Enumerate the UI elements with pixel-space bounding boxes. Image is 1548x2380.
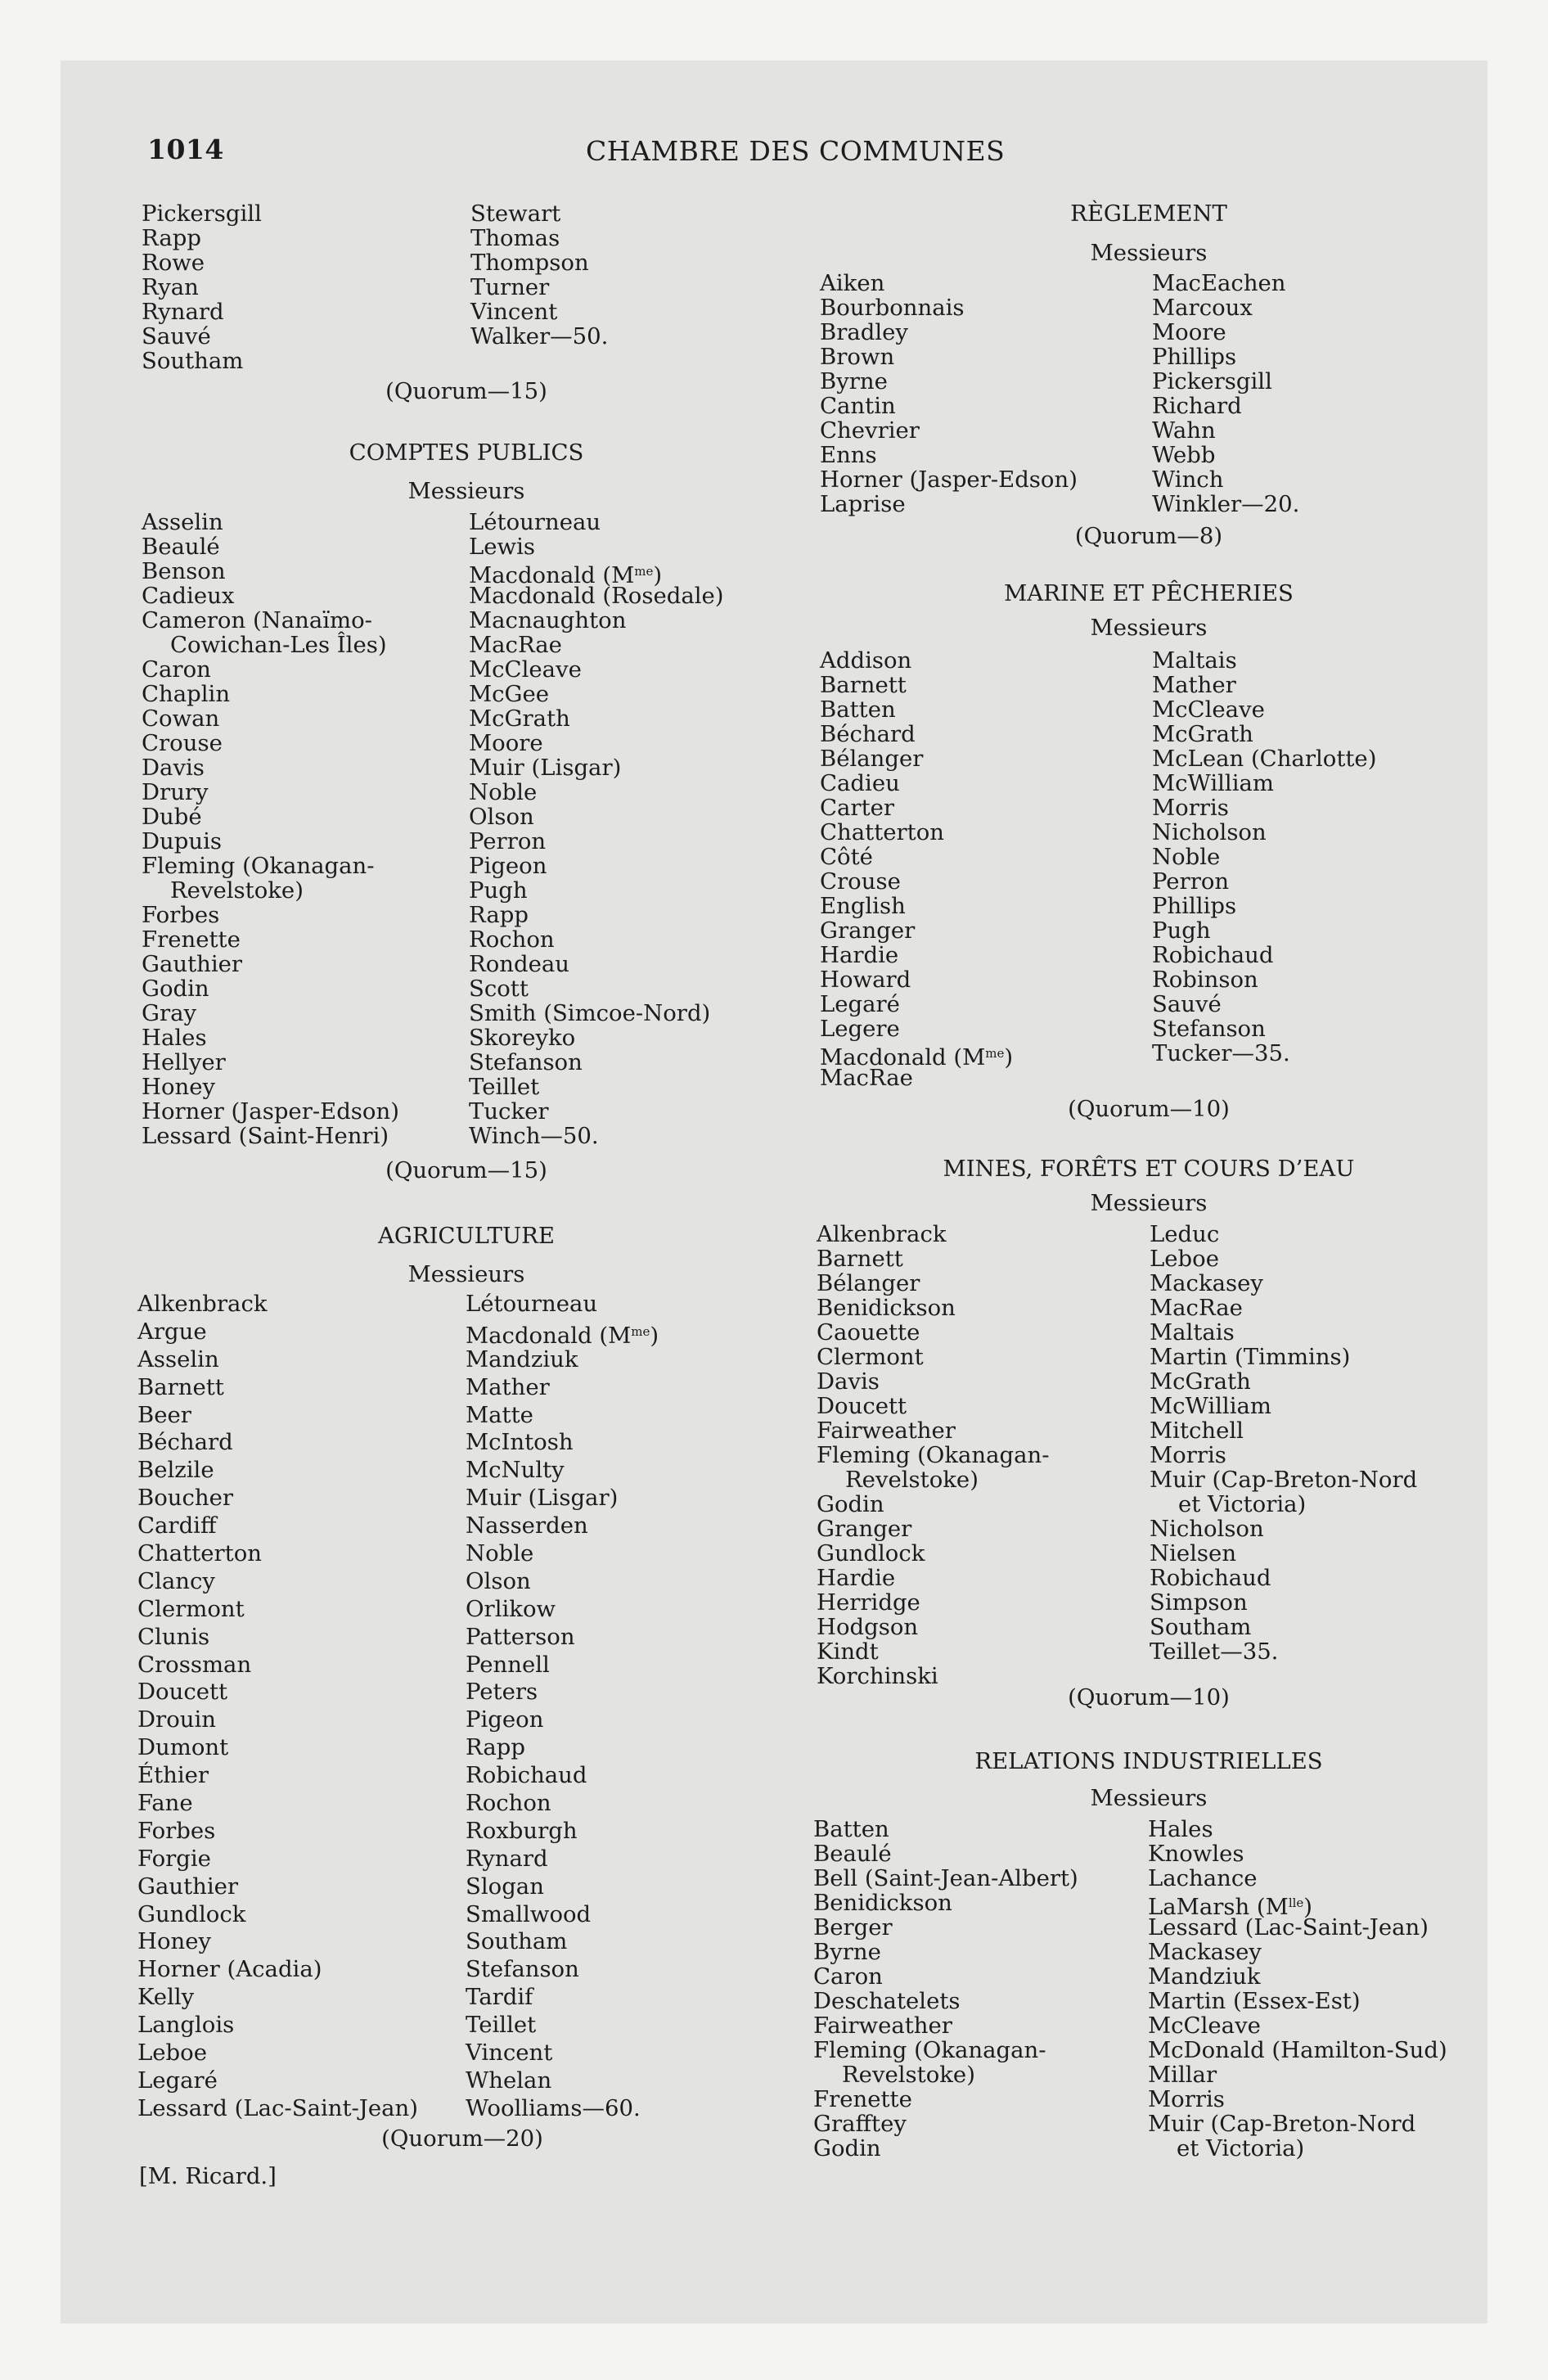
member-name: Winch — [1152, 467, 1224, 493]
member-name: Mackasey — [1148, 1939, 1262, 1965]
member-name: Cadieux — [142, 583, 235, 609]
member-name: Macdonald $(M^{me})$ — [820, 1044, 1014, 1071]
member-name: Leboe — [1150, 1246, 1219, 1272]
member-name: Béchard — [820, 721, 916, 747]
member-name: McCleave — [1148, 2013, 1261, 2039]
member-name: Caron — [813, 1963, 883, 1990]
member-name: Macdonald $(M^{me})$ — [466, 1322, 659, 1349]
member-name: Mather — [466, 1373, 550, 1400]
member-name: MacRae — [820, 1065, 913, 1091]
member-name: Olson — [469, 804, 534, 830]
member-name: Kindt — [817, 1639, 879, 1665]
member-name: Alkenbrack — [137, 1291, 268, 1317]
messieurs-label: Messieurs — [407, 478, 525, 504]
member-name: Argue — [137, 1318, 207, 1345]
member-name: Létourneau — [466, 1291, 598, 1317]
member-name: Southam — [1150, 1614, 1252, 1640]
member-name: Stefanson — [469, 1049, 583, 1075]
member-name: Peters — [466, 1679, 538, 1706]
member-name: Berger — [813, 1914, 893, 1941]
member-name: Barnett — [137, 1373, 224, 1400]
member-name: Olson — [466, 1567, 531, 1594]
member-name: Roxburgh — [466, 1817, 578, 1844]
reglement-col1 — [820, 271, 1078, 516]
member-name: Simpson — [1150, 1589, 1248, 1616]
member-name: Perron — [469, 828, 547, 854]
member-name: Nicholson — [1152, 819, 1267, 845]
reglement-quorum: (Quorum—8) — [1074, 523, 1223, 549]
member-name: Wahn — [1152, 417, 1216, 444]
member-name: Muir (Cap-Breton-Nord — [1148, 2111, 1416, 2137]
member-name: Mackasey — [1150, 1270, 1263, 1296]
member-name: Rynard — [466, 1845, 548, 1872]
member-name: Rapp — [466, 1734, 525, 1761]
member-name: Langlois — [137, 2012, 235, 2039]
member-name: Robinson — [1152, 967, 1258, 993]
member-name: Crouse — [142, 730, 223, 756]
member-name: Noble — [1152, 844, 1221, 870]
member-name: Thompson — [470, 250, 589, 276]
member-name: Cowan — [142, 705, 220, 732]
member-name: Nielsen — [1150, 1540, 1237, 1566]
member-name: English — [820, 893, 906, 919]
member-name: Robichaud — [1150, 1565, 1271, 1591]
member-name: Pickersgill — [1152, 368, 1272, 394]
member-name: Martin (Timmins) — [1150, 1344, 1351, 1370]
member-name: Muir (Lisgar) — [469, 755, 622, 781]
member-name: Smallwood — [466, 1900, 592, 1927]
member-name: Southam — [142, 348, 244, 374]
member-name: Morris — [1150, 1442, 1226, 1468]
member-name: Horner (Jasper-Edson) — [142, 1098, 399, 1125]
member-name: MacRae — [1150, 1295, 1243, 1321]
messieurs-label: Messieurs — [1090, 1190, 1208, 1216]
member-name: Gray — [142, 1000, 197, 1026]
member-name: Létourneau — [469, 509, 601, 535]
member-name: Rapp — [142, 225, 201, 251]
member-name: Tucker—35. — [1152, 1040, 1290, 1066]
member-name: McWilliam — [1150, 1393, 1271, 1419]
member-name: Dupuis — [142, 828, 222, 854]
member-name: Hellyer — [142, 1049, 226, 1075]
member-name: Barnett — [817, 1246, 903, 1272]
member-name: Leboe — [137, 2040, 207, 2067]
member-name: Granger — [817, 1516, 912, 1542]
member-name: Bell (Saint-Jean-Albert) — [813, 1865, 1078, 1891]
member-name: Horner (Acadia) — [137, 1956, 322, 1983]
member-name: Macnaughton — [469, 607, 627, 633]
member-name: Addison — [820, 647, 912, 674]
member-name: Chaplin — [142, 681, 231, 707]
member-name: Moore — [1152, 319, 1226, 345]
comptes-publics-col2 — [469, 510, 724, 1148]
member-name: Cowichan-Les Îles) — [142, 632, 387, 658]
member-name: Frenette — [142, 926, 241, 953]
member-name: Turner — [470, 274, 550, 300]
member-name: Leduc — [1150, 1221, 1220, 1247]
member-name: Perron — [1152, 868, 1230, 895]
member-name: Stefanson — [1152, 1016, 1266, 1042]
member-name: et Victoria) — [1148, 2135, 1305, 2161]
member-name: Davis — [817, 1368, 880, 1395]
member-name: Marcoux — [1152, 295, 1253, 321]
reglement-col2 — [1152, 271, 1299, 516]
member-name: Granger — [820, 917, 916, 944]
section-heading-reglement: RÈGLEMENT — [1070, 201, 1227, 227]
member-name: Hardie — [817, 1565, 896, 1591]
member-name: Hardie — [820, 942, 899, 968]
member-name: Winch—50. — [469, 1123, 599, 1149]
comptes-publics-col1 — [142, 510, 399, 1148]
member-name: Belzile — [137, 1457, 214, 1484]
member-name: Rochon — [469, 926, 555, 953]
member-name: Revelstoke) — [817, 1467, 979, 1493]
member-name: Caouette — [817, 1319, 920, 1346]
mines-col1 — [817, 1222, 1050, 1688]
member-name: Muir (Lisgar) — [466, 1485, 619, 1512]
member-name: Morris — [1148, 2086, 1225, 2112]
member-name: Clancy — [137, 1567, 215, 1594]
member-name: Scott — [469, 976, 529, 1002]
member-name: Doucett — [817, 1393, 907, 1419]
member-name: Clermont — [137, 1595, 245, 1622]
member-name: Moore — [469, 730, 543, 756]
member-name: Beer — [137, 1401, 191, 1428]
member-name: Legaré — [137, 2067, 218, 2094]
member-name: Rowe — [142, 250, 205, 276]
member-name: McDonald (Hamilton-Sud) — [1148, 2037, 1447, 2063]
mines-col2 — [1150, 1222, 1417, 1664]
member-name: et Victoria) — [1150, 1491, 1307, 1517]
member-name: MacEachen — [1152, 270, 1286, 296]
member-name: Doucett — [137, 1679, 228, 1706]
member-name: Dumont — [137, 1734, 229, 1761]
member-name: Legere — [820, 1016, 900, 1042]
marine-col1 — [820, 648, 1013, 1090]
member-name: Pugh — [1152, 917, 1211, 944]
member-name: Asselin — [142, 509, 223, 535]
member-name: Drouin — [137, 1706, 216, 1733]
member-name: Crouse — [820, 868, 901, 895]
member-name: Hodgson — [817, 1614, 919, 1640]
member-name: Pennell — [466, 1651, 550, 1678]
member-name: Rochon — [466, 1790, 551, 1817]
member-name: Batten — [820, 696, 896, 723]
member-name: Korchinski — [817, 1663, 938, 1689]
member-name: McNulty — [466, 1457, 565, 1484]
member-name: Forbes — [137, 1817, 216, 1844]
member-name: Mandziuk — [466, 1346, 578, 1373]
member-name: Godin — [142, 976, 209, 1002]
member-name: Drury — [142, 779, 209, 805]
member-name: Gauthier — [142, 951, 243, 977]
member-name: Southam — [466, 1928, 568, 1955]
member-name: Chatterton — [820, 819, 944, 845]
member-name: Herridge — [817, 1589, 920, 1616]
member-name: Robichaud — [1152, 942, 1274, 968]
member-name: Sauvé — [1152, 991, 1222, 1017]
member-name: McIntosh — [466, 1429, 574, 1456]
member-name: Revelstoke) — [142, 877, 304, 904]
member-name: Byrne — [820, 368, 888, 394]
member-name: Noble — [469, 779, 538, 805]
member-name: Aiken — [820, 270, 885, 296]
member-name: Hales — [1148, 1816, 1213, 1842]
member-name: Legaré — [820, 991, 900, 1017]
member-name: Vincent — [470, 299, 558, 325]
member-name: McGrath — [1152, 721, 1253, 747]
member-name: Caron — [142, 656, 211, 683]
section-heading-relations: RELATIONS INDUSTRIELLES — [974, 1748, 1323, 1774]
member-name: Tardif — [466, 1984, 533, 2011]
comptes-publics-quorum: (Quorum—15) — [385, 1157, 547, 1183]
member-name: Matte — [466, 1401, 533, 1428]
agriculture-quorum: (Quorum—20) — [381, 2125, 543, 2152]
member-name: Lessard (Lac-Saint-Jean) — [1148, 1914, 1429, 1941]
agriculture-col2 — [466, 1291, 659, 2123]
member-name: Bradley — [820, 319, 908, 345]
member-name: Clermont — [817, 1344, 924, 1370]
member-name: Forbes — [142, 902, 220, 928]
member-name: Pugh — [469, 877, 528, 904]
member-name: McGrath — [469, 705, 570, 732]
member-name: Revelstoke) — [813, 2062, 975, 2088]
member-name: Nicholson — [1150, 1516, 1264, 1542]
member-name: McGrath — [1150, 1368, 1251, 1395]
member-name: Deschatelets — [813, 1988, 961, 2014]
member-name: Dubé — [142, 804, 202, 830]
member-name: Mitchell — [1150, 1418, 1244, 1444]
member-name: Orlikow — [466, 1595, 556, 1622]
section-heading-comptes-publics: COMPTES PUBLICS — [349, 439, 584, 466]
member-name: Asselin — [137, 1346, 219, 1373]
member-name: Enns — [820, 442, 877, 468]
relations-col1 — [813, 1817, 1078, 2161]
member-name: Gundlock — [137, 1900, 246, 1927]
member-name: Fane — [137, 1790, 193, 1817]
member-name: Woolliams—60. — [466, 2094, 641, 2121]
member-name: Phillips — [1152, 893, 1237, 919]
member-name: Vincent — [466, 2040, 553, 2067]
member-name: Maltais — [1150, 1319, 1235, 1346]
member-name: Chevrier — [820, 417, 920, 444]
member-name: Martin (Essex-Est) — [1148, 1988, 1361, 2014]
member-name: Teillet — [466, 2012, 537, 2039]
member-name: Alkenbrack — [817, 1221, 947, 1247]
member-name: Mather — [1152, 672, 1236, 698]
mines-quorum: (Quorum—10) — [1068, 1684, 1230, 1711]
member-name: McCleave — [1152, 696, 1265, 723]
member-name: McCleave — [469, 656, 582, 683]
member-name: Barnett — [820, 672, 907, 698]
member-name: Phillips — [1152, 344, 1237, 370]
member-name: Noble — [466, 1540, 534, 1567]
continuation-col1 — [142, 201, 262, 373]
member-name: Howard — [820, 967, 911, 993]
messieurs-label: Messieurs — [1090, 1785, 1208, 1811]
member-name: Patterson — [466, 1623, 575, 1650]
member-name: Forgie — [137, 1845, 211, 1872]
member-name: Rapp — [469, 902, 529, 928]
marine-quorum: (Quorum—10) — [1068, 1096, 1230, 1122]
continuation-col2 — [470, 201, 608, 349]
member-name: Gundlock — [817, 1540, 925, 1566]
member-name: Millar — [1148, 2062, 1217, 2088]
member-name: Teillet — [469, 1074, 540, 1100]
member-name: Morris — [1152, 795, 1229, 821]
member-name: Webb — [1152, 442, 1216, 468]
member-name: Thomas — [470, 225, 560, 251]
section-heading-mines: MINES, FORÊTS ET COURS D’EAU — [943, 1156, 1355, 1182]
member-name: Crossman — [137, 1651, 252, 1678]
member-name: Boucher — [137, 1485, 234, 1512]
member-name: Cadieu — [820, 770, 900, 796]
member-name: Clunis — [137, 1623, 210, 1650]
member-name: Smith (Simcoe-Nord) — [469, 1000, 711, 1026]
member-name: Laprise — [820, 491, 906, 517]
member-name: Benidickson — [817, 1295, 956, 1321]
member-name: Cardiff — [137, 1512, 217, 1539]
member-name: MacRae — [469, 632, 562, 658]
member-name: Macdonald $(M^{me})$ — [469, 562, 663, 588]
continuation-quorum: (Quorum—15) — [385, 378, 547, 404]
member-name: Slogan — [466, 1873, 544, 1900]
member-name: Teillet—35. — [1150, 1639, 1279, 1665]
section-heading-agriculture: AGRICULTURE — [378, 1223, 555, 1249]
member-name: Frenette — [813, 2086, 912, 2112]
member-name: Beaulé — [813, 1841, 892, 1867]
member-name: Hales — [142, 1025, 207, 1051]
member-name: McGee — [469, 681, 550, 707]
member-name: Grafftey — [813, 2111, 907, 2137]
member-name: Horner (Jasper-Edson) — [820, 467, 1078, 493]
member-name: Fleming (Okanagan- — [813, 2037, 1046, 2063]
page-title: CHAMBRE DES COMMUNES — [586, 135, 1006, 167]
member-name: McLean (Charlotte) — [1152, 746, 1377, 772]
member-name: Macdonald (Rosedale) — [469, 583, 724, 609]
member-name: Fairweather — [817, 1418, 956, 1444]
member-name: Winkler—20. — [1152, 491, 1300, 517]
member-name: Muir (Cap-Breton-Nord — [1150, 1467, 1418, 1493]
marine-col2 — [1152, 648, 1376, 1066]
member-name: Bourbonnais — [820, 295, 965, 321]
member-name: Cantin — [820, 393, 896, 419]
member-name: Godin — [813, 2135, 881, 2161]
member-name: Kelly — [137, 1984, 195, 2011]
member-name: Gauthier — [137, 1873, 239, 1900]
footer-signature: [M. Ricard.] — [139, 2163, 277, 2189]
member-name: McWilliam — [1152, 770, 1274, 796]
member-name: Rynard — [142, 299, 224, 325]
member-name: Nasserden — [466, 1512, 588, 1539]
section-heading-marine: MARINE ET PÊCHERIES — [1004, 580, 1294, 606]
member-name: Byrne — [813, 1939, 881, 1965]
member-name: Honey — [142, 1074, 216, 1100]
member-name: Lessard (Lac-Saint-Jean) — [137, 2094, 418, 2121]
member-name: Éthier — [137, 1762, 209, 1789]
member-name: Ryan — [142, 274, 199, 300]
member-name: Benidickson — [813, 1890, 952, 1916]
member-name: Whelan — [466, 2067, 552, 2094]
agriculture-col1 — [137, 1291, 418, 2123]
member-name: Tucker — [469, 1098, 549, 1125]
member-name: Fleming (Okanagan- — [817, 1442, 1050, 1468]
member-name: Côté — [820, 844, 873, 870]
member-name: Knowles — [1148, 1841, 1244, 1867]
member-name: Honey — [137, 1928, 212, 1955]
member-name: Béchard — [137, 1429, 233, 1456]
member-name: Chatterton — [137, 1540, 262, 1567]
member-name: Stewart — [470, 201, 561, 227]
member-name: Pickersgill — [142, 201, 262, 227]
member-name: Pigeon — [466, 1706, 544, 1733]
member-name: Lewis — [469, 534, 535, 560]
member-name: Maltais — [1152, 647, 1237, 674]
member-name: Godin — [817, 1491, 884, 1517]
member-name: Skoreyko — [469, 1025, 576, 1051]
member-name: Lachance — [1148, 1865, 1258, 1891]
member-name: Batten — [813, 1816, 889, 1842]
member-name: Robichaud — [466, 1762, 587, 1789]
member-name: Walker—50. — [470, 323, 609, 349]
member-name: Stefanson — [466, 1956, 579, 1983]
messieurs-label: Messieurs — [407, 1261, 525, 1287]
member-name: Pigeon — [469, 853, 547, 879]
member-name: Lessard (Saint-Henri) — [142, 1123, 389, 1149]
member-name: Carter — [820, 795, 895, 821]
member-name: Sauvé — [142, 323, 211, 349]
member-name: Richard — [1152, 393, 1242, 419]
member-name: Benson — [142, 558, 226, 584]
member-name: Rondeau — [469, 951, 569, 977]
member-name: Fairweather — [813, 2013, 952, 2039]
messieurs-label: Messieurs — [1090, 615, 1208, 641]
member-name: Beaulé — [142, 534, 220, 560]
messieurs-label: Messieurs — [1090, 240, 1208, 266]
member-name: Mandziuk — [1148, 1963, 1261, 1990]
member-name: Bélanger — [817, 1270, 920, 1296]
member-name: LaMarsh $(M^{lle})$ — [1148, 1894, 1313, 1920]
member-name: Davis — [142, 755, 205, 781]
member-name: Brown — [820, 344, 895, 370]
page-number: 1014 — [147, 133, 224, 165]
member-name: Bélanger — [820, 746, 924, 772]
member-name: Fleming (Okanagan- — [142, 853, 375, 879]
relations-col2 — [1148, 1817, 1447, 2161]
member-name: Cameron (Nanaïmo- — [142, 607, 372, 633]
